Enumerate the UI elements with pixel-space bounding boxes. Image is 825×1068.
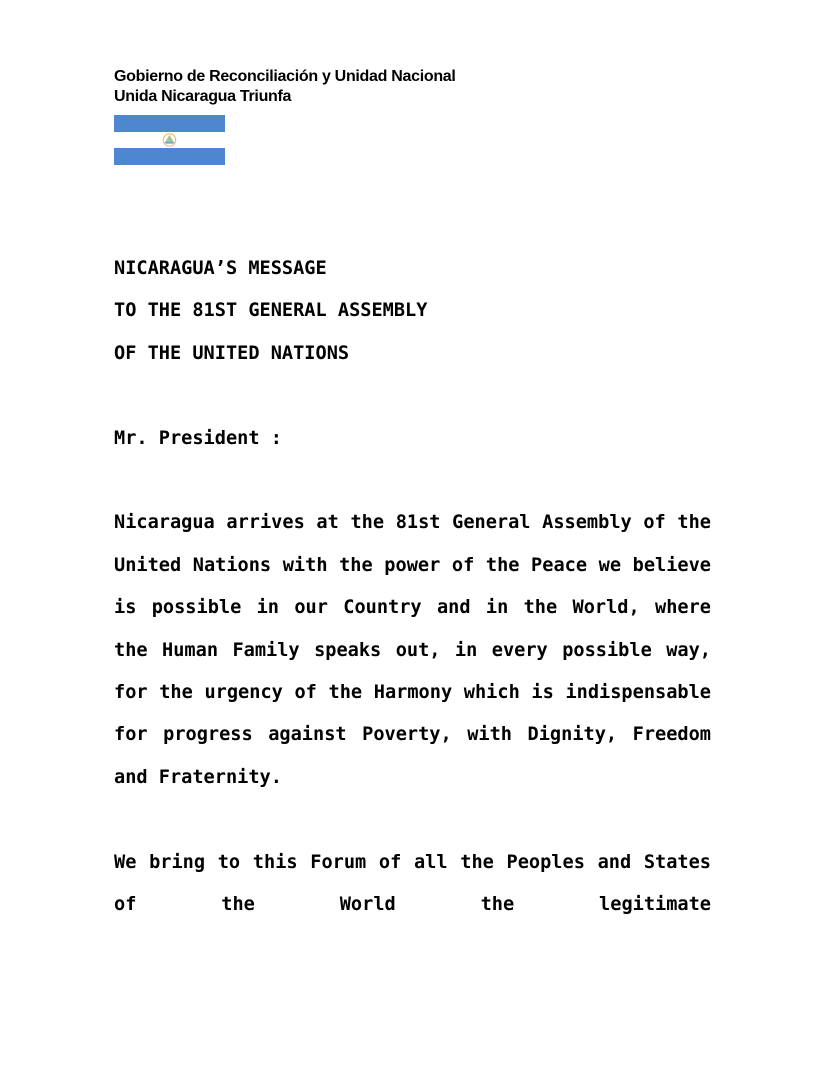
salutation: Mr. President : (114, 427, 282, 449)
document-body (114, 248, 711, 926)
government-header (114, 67, 456, 107)
paragraph-1: Nicaragua arrives at the 81st General Assembly of the United Nations with the power of the Peace we believe is possible in our Country and in the World, where the Human Family speaks out, in every possible way, for the urgency of the Harmony which is indispensable for progress against Poverty, with Dignity, Freedom and Fraternity. (114, 512, 711, 788)
paragraph-2: We bring to this Forum of all the Peoples and States of the World the legitimate (114, 851, 711, 916)
document-title-line-1: NICARAGUA’S MESSAGE (114, 258, 327, 279)
government-name: Gobierno de Reconciliación y Unidad Nacional (114, 68, 456, 85)
nicaragua-flag-icon (114, 115, 225, 165)
document-title-line-3: OF THE UNITED NATIONS (114, 342, 350, 364)
government-slogan: Unida Nicaragua Triunfa (114, 88, 292, 105)
document-title-line-2: TO THE 81ST GENERAL ASSEMBLY (114, 300, 428, 322)
